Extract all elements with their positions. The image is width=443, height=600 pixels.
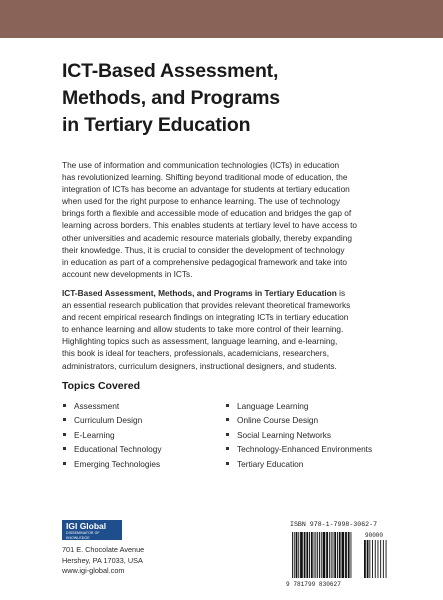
title-line: in Tertiary Education	[62, 114, 251, 136]
barcode-bar	[326, 532, 328, 578]
addon-bar	[380, 540, 381, 578]
barcode-bars	[290, 530, 390, 580]
summary-paragraph	[62, 287, 392, 372]
topic-item: E-Learning	[62, 428, 162, 442]
barcode-bar	[333, 532, 334, 578]
barcode-bar	[339, 532, 341, 578]
topic-item: Social Learning Networks	[225, 428, 372, 442]
barcode-bar	[321, 532, 322, 578]
description-line: The use of information and communication technologies (ICTs) in education	[62, 160, 340, 170]
topic-item: Online Course Design	[225, 413, 372, 427]
topic-item: Language Learning	[225, 399, 372, 413]
topic-item: Assessment	[62, 399, 162, 413]
top-color-band	[0, 0, 443, 38]
addon-bar	[364, 540, 366, 578]
barcode-bar	[348, 532, 350, 578]
description-line: in education as part of a comprehensive pedagogical framework and take into	[62, 256, 348, 267]
price-code: 90000	[365, 532, 384, 539]
summary-line: an essential research publication that provides relevant theoretical frameworks	[62, 300, 351, 311]
addon-bar	[372, 540, 373, 578]
summary-book-title: ICT-Based Assessment, Methods, and Programs in Tertiary Education	[62, 288, 337, 298]
barcode-bar	[296, 532, 298, 578]
address-line: Hershey, PA 17033, USA	[62, 555, 143, 565]
barcode-bar	[315, 532, 316, 578]
description-line: has revolutionized learning. Shifting beyond traditional mode of education, the	[62, 172, 348, 183]
main-barcode	[292, 532, 351, 578]
isbn-barcode	[290, 530, 390, 580]
topic-item: Tertiary Education	[225, 457, 372, 471]
addon-bar	[375, 540, 376, 578]
description-line: learning across borders. This enables students at tertiary level to have access to	[62, 220, 358, 231]
description-paragraph	[62, 159, 392, 280]
topic-item: Educational Technology	[62, 442, 162, 456]
barcode-bar	[319, 532, 320, 578]
publisher-logo-name: IGI Global	[66, 521, 107, 531]
title-line: Methods, and Programs	[62, 87, 280, 109]
topic-item: Technology-Enhanced Environments	[225, 442, 372, 456]
barcode-bar	[309, 532, 310, 578]
addon-bar	[367, 540, 369, 578]
barcode-bar	[292, 532, 293, 578]
publisher-logo	[62, 520, 122, 540]
topic-item: Emerging Technologies	[62, 457, 162, 471]
barcode-bar	[304, 532, 306, 578]
summary-line: to enhance learning and allow students to take more control of their learning.	[62, 324, 344, 335]
barcode-bar	[294, 532, 295, 578]
addon-bar	[383, 540, 384, 578]
barcode-bar	[331, 532, 332, 578]
barcode-bar	[300, 532, 303, 578]
address-link[interactable]: www.igi-global.com	[62, 566, 125, 576]
summary-first-line-rest: is	[336, 288, 346, 298]
addon-bar	[378, 540, 379, 578]
description-line: integration of ICTs has become an advantage for students at tertiary education	[62, 184, 350, 195]
addon-bar	[369, 540, 370, 578]
addon-barcode	[364, 540, 387, 578]
description-line: account new developments in ICTs.	[62, 268, 193, 279]
summary-first-line	[62, 287, 392, 299]
topics-list-right	[225, 399, 372, 471]
summary-line: this book is ideal for teachers, professionals, academicians, researchers,	[62, 348, 330, 359]
book-title	[62, 58, 402, 139]
barcode-bar	[334, 532, 336, 578]
topics-list-left	[62, 399, 162, 471]
barcode-bar	[329, 532, 330, 578]
description-line: brings forth a flexible and accessible mode of education and bridges the gap of	[62, 208, 352, 219]
description-line: when used for the right purpose to enhance learning. The use of technology	[62, 196, 340, 207]
title-line: ICT-Based Assessment,	[62, 60, 279, 82]
isbn-label: ISBN 978-1-7998-3062-7	[290, 521, 378, 528]
topics-heading: Topics Covered	[62, 380, 140, 392]
summary-line: and recent empirical research findings on integrating ICTs in tertiary education	[62, 312, 349, 323]
barcode-bar	[342, 532, 345, 578]
barcode-bar	[298, 532, 299, 578]
addon-bar	[386, 540, 387, 578]
barcode-number: 9 781799 830627	[286, 581, 341, 588]
description-line: their knowledge. Thus, it is crucial to consider the development of technology	[62, 244, 345, 255]
barcode-bar	[317, 532, 318, 578]
topic-item: Curriculum Design	[62, 413, 162, 427]
barcode-bar	[314, 532, 315, 578]
barcode-bar	[337, 532, 338, 578]
summary-line: Highlighting topics such as assessment, language learning, and e-learning,	[62, 336, 338, 347]
summary-line: administrators, curriculum designers, instructional designers, and students.	[62, 360, 337, 371]
address-line: 701 E. Chocolate Avenue	[62, 545, 145, 554]
publisher-address	[62, 545, 144, 577]
publisher-logo-tagline: DISSEMINATOR OF KNOWLEDGE	[66, 531, 100, 540]
description-line: other universities and academic resource materials globally, thereby expanding	[62, 232, 352, 243]
barcode-bar	[306, 532, 308, 578]
barcode-bar	[351, 532, 352, 578]
barcode-bar	[345, 532, 347, 578]
barcode-bar	[323, 532, 326, 578]
barcode-bar	[311, 532, 313, 578]
